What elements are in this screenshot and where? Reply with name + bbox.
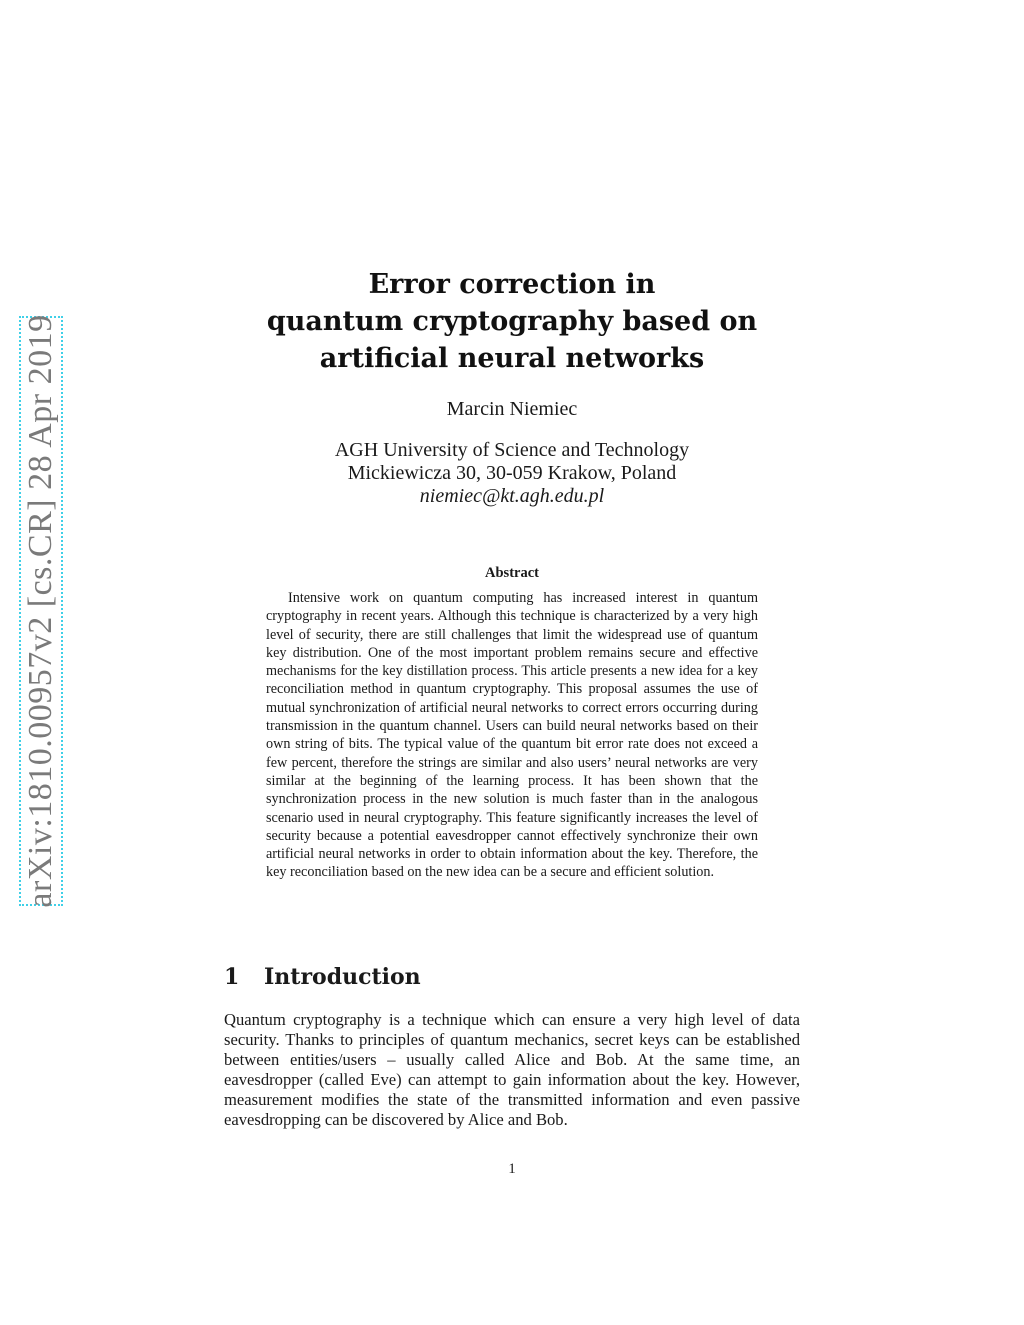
email: niemiec@kt.agh.edu.pl — [419, 485, 605, 507]
affiliation — [212, 439, 812, 508]
institution: AGH University of Science and Technology — [334, 439, 690, 461]
arxiv-stamp — [19, 316, 63, 906]
section-number: 1 — [224, 964, 240, 990]
title-line-3: artificial neural networks — [319, 343, 705, 374]
section-title: Introduction — [264, 964, 421, 990]
title-line-2: quantum cryptography based on — [266, 306, 758, 337]
title-line-1: Error correction in — [368, 269, 656, 300]
author-name: Marcin Niemiec — [446, 398, 578, 420]
abstract-body: Intensive work on quantum computing has increased interest in quantum cryptography in recent years. Although this technique is characterized by a very high level of security, there are still challenges that limit the widespread use of quantum key distribution. One of the most important problem remains secure and effective mechanisms for the key distillation process. This article presents a new idea for a key reconciliation method in quantum cryptography. This proposal assumes the use of mutual synchronization of artificial neural networks to correct errors occurring during transmission in the quantum channel. Users can build neural networks based on their own string of bits. The typical value of the quantum bit error rate does not exceed a few percent, therefore the strings are similar and also users’ neural networks are very similar at the beginning of the learning process. It has been shown that the synchronization process in the new solution is much faster than in the analogous scenario used in neural cryptography. This feature significantly increases the level of security because a potential eavesdropper cannot effectively synchronize their own artificial neural networks in order to obtain information about the key. Therefore, the key reconciliation based on the new idea can be a secure and efficient solution. — [266, 590, 758, 881]
arxiv-identifier: arXiv:1810.00957v2 [cs.CR] 28 Apr 2019 — [22, 314, 59, 908]
address: Mickiewicza 30, 30-059 Krakow, Poland — [347, 462, 677, 484]
section-heading — [224, 964, 421, 990]
paper-title — [212, 266, 812, 377]
introduction-paragraph: Quantum cryptography is a technique which can ensure a very high level of data security. Thanks to principles of quantum mechanics, secret keys can be established between entities/users – usually called Alice and Bob. At the same time, an eavesdropper (called Eve) can attempt to gain information about the key. However, measurement modifies the state of the transmitted information and even passive eavesdropping can be discovered by Alice and Bob. — [224, 1010, 800, 1129]
abstract-heading: Abstract — [485, 565, 539, 581]
page-number: 1 — [508, 1161, 516, 1177]
